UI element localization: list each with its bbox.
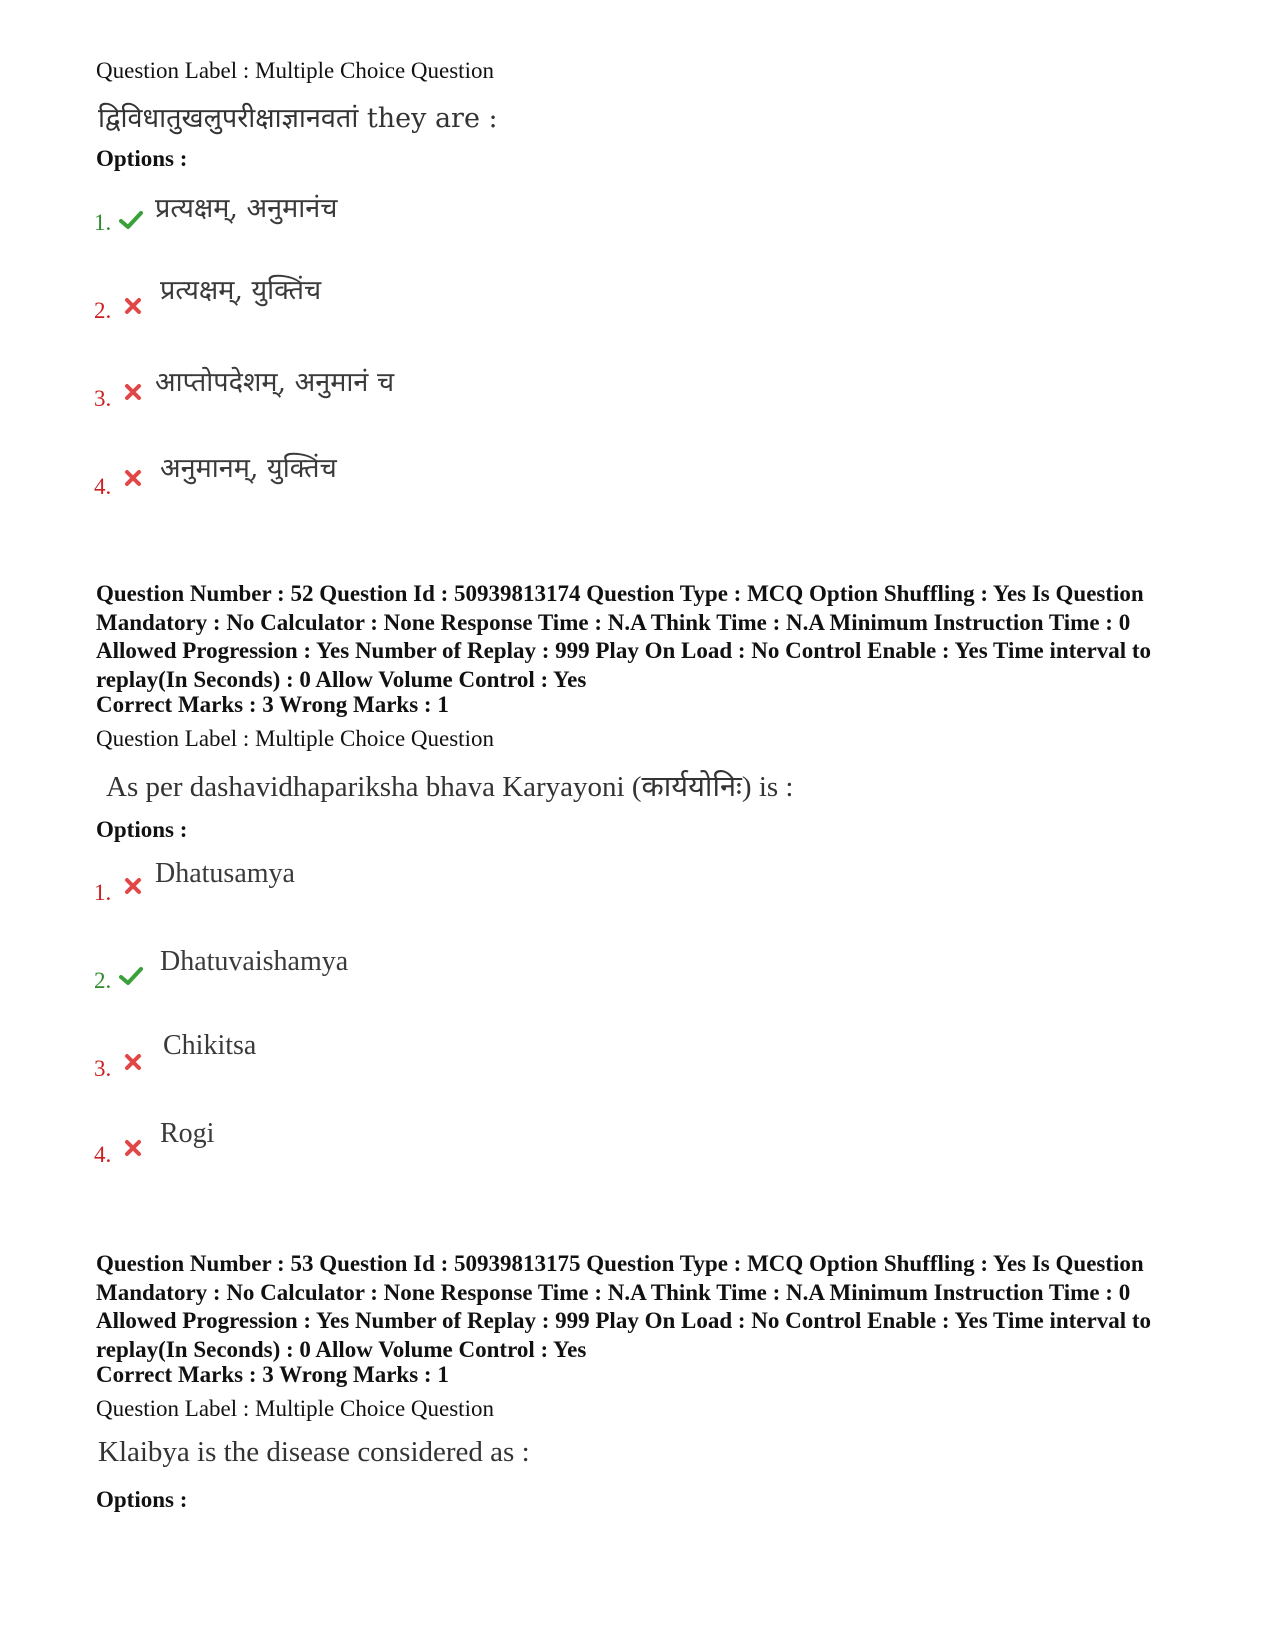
marks-info: Correct Marks : 3 Wrong Marks : 1 [96, 1362, 449, 1387]
option-text: अनुमानम्, युक्तिंच [160, 453, 337, 484]
marks-info: Correct Marks : 3 Wrong Marks : 1 [96, 692, 449, 717]
question-label: Question Label : Multiple Choice Question [96, 1396, 494, 1421]
option-number: 2. [94, 298, 112, 323]
cross-icon [121, 1138, 145, 1158]
cross-icon [121, 1052, 145, 1072]
question-text: द्विविधातुखलुपरीक्षाज्ञानवतां they are : [98, 103, 498, 134]
option-text: आप्तोपदेशम्, अनुमानं च [155, 367, 395, 398]
cross-icon [121, 296, 145, 316]
option-number: 4. [94, 1142, 112, 1167]
question-metadata: Question Number : 53 Question Id : 50939813175 Question Type : MCQ Option Shuffling : Yes Is Question Mandatory : No Calculator : None Response Time : N.A Think Time : N.A Minimum Instruction Time : 0 Allowed Progression : Yes Number of Replay : 999 Play On Load : No Control Enable : Yes Time interval to replay(In Seconds) : 0 Allow Volume Control : Yes [96, 1251, 1152, 1362]
option-number: 4. [94, 474, 112, 499]
option-number: 1. [94, 880, 112, 905]
option-text: Chikitsa [163, 1030, 257, 1061]
question-metadata: Question Number : 52 Question Id : 50939813174 Question Type : MCQ Option Shuffling : Yes Is Question Mandatory : No Calculator : None Response Time : N.A Think Time : N.A Minimum Instruction Time : 0 Allowed Progression : Yes Number of Replay : 999 Play On Load : No Control Enable : Yes Time interval to replay(In Seconds) : 0 Allow Volume Control : Yes [96, 581, 1152, 692]
options-heading: Options : [96, 146, 188, 171]
option-text: Dhatusamya [155, 858, 295, 889]
question-label: Question Label : Multiple Choice Question [96, 726, 494, 751]
question-label: Question Label : Multiple Choice Question [96, 58, 494, 83]
cross-icon [121, 876, 145, 896]
cross-icon [121, 382, 145, 402]
option-number: 1. [94, 210, 112, 235]
question-text: As per dashavidhapariksha bhava Karyayoni (कार्ययोनिः) is : [106, 771, 794, 803]
cross-icon [121, 468, 145, 488]
check-icon [119, 966, 143, 986]
option-text: प्रत्यक्षम्, अनुमानंच [155, 193, 338, 224]
option-text: Rogi [160, 1118, 215, 1149]
check-icon [119, 210, 143, 230]
option-number: 2. [94, 968, 112, 993]
option-number: 3. [94, 386, 112, 411]
option-text: Dhatuvaishamya [160, 946, 349, 977]
options-heading: Options : [96, 1487, 188, 1512]
question-text: Klaibya is the disease considered as : [98, 1436, 530, 1468]
options-heading: Options : [96, 817, 188, 842]
option-number: 3. [94, 1056, 112, 1081]
option-text: प्रत्यक्षम्, युक्तिंच [160, 275, 322, 306]
